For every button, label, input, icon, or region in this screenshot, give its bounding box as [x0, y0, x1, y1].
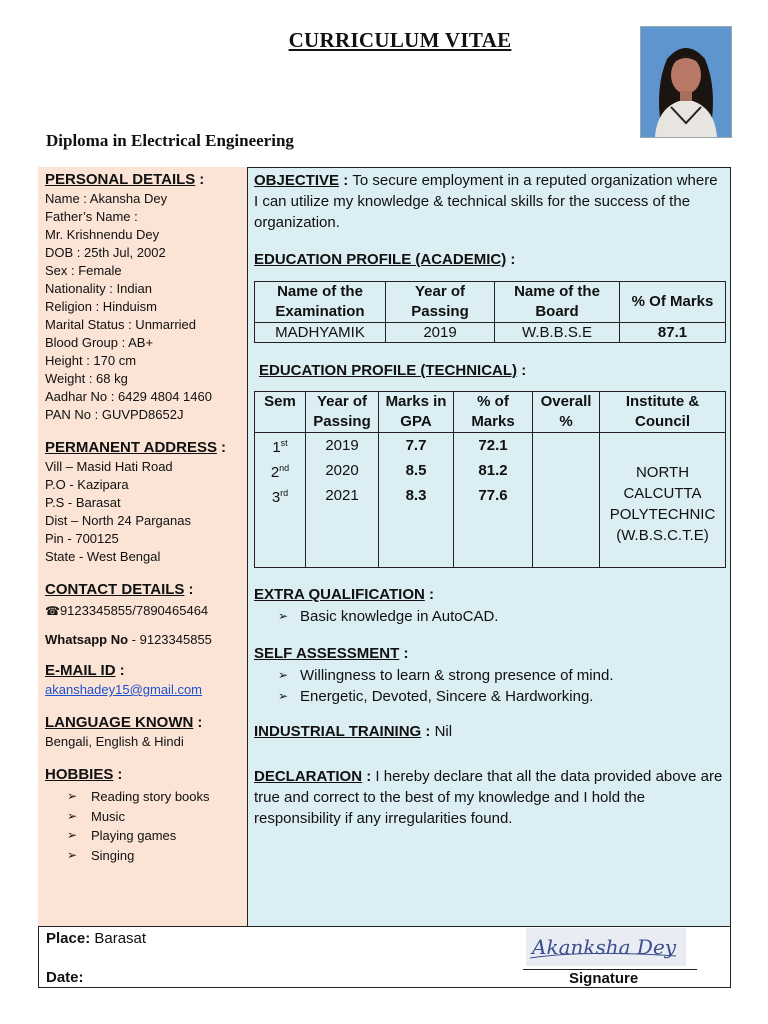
- language-value: Bengali, English & Hindi: [45, 734, 184, 749]
- phone-icon: ☎: [45, 604, 60, 618]
- personal-detail-line: Nationality : Indian: [45, 281, 152, 296]
- self-assessment-heading: SELF ASSESSMENT :: [254, 645, 409, 662]
- document-title: CURRICULUM VITAE: [288, 28, 512, 52]
- column-header: Overall %: [533, 392, 600, 433]
- arrow-bullet-icon: ➢: [278, 689, 289, 703]
- list-item: ➢ Reading story books: [67, 787, 247, 807]
- table-row: [255, 323, 726, 343]
- empty-cell: [306, 508, 379, 568]
- list-item: ➢ Willingness to learn & strong presence of mind.: [278, 667, 614, 684]
- address-line: P.S - Barasat: [45, 495, 121, 510]
- institute-cell: NORTH CALCUTTA POLYTECHNIC (W.B.S.C.T.E): [600, 433, 726, 568]
- contact-details-heading: CONTACT DETAILS:: [45, 581, 194, 598]
- academic-heading: EDUCATION PROFILE (ACADEMIC) :: [254, 251, 516, 268]
- column-header: Name of the Board: [495, 282, 620, 323]
- phone-line: [45, 602, 247, 620]
- gpa-cell: 8.3: [379, 483, 454, 508]
- personal-details-list: [45, 190, 247, 424]
- arrow-bullet-icon: ➢: [67, 789, 78, 803]
- arrow-bullet-icon: ➢: [67, 828, 78, 842]
- table-header-row: [255, 282, 726, 323]
- address-line: State - West Bengal: [45, 549, 161, 564]
- table-cell: 2019: [386, 323, 495, 343]
- address-line: Pin - 700125: [45, 531, 119, 546]
- table-cell: MADHYAMIK: [255, 323, 386, 343]
- overall-cell: [533, 433, 600, 568]
- date-label: Date:: [46, 969, 84, 986]
- address-line: Dist – North 24 Parganas: [45, 513, 191, 528]
- email-heading: E-MAIL ID:: [45, 662, 125, 679]
- column-header: Year of Passing: [386, 282, 495, 323]
- list-item: ➢ Playing games: [67, 826, 247, 846]
- year-cell: 2019: [306, 433, 379, 459]
- column-header: Sem: [255, 392, 306, 433]
- table-row: [255, 433, 726, 459]
- whatsapp-label: Whatsapp No: [45, 632, 129, 647]
- footer-divider: [38, 926, 731, 927]
- declaration-section: DECLARATION : I hereby declare that all the data provided above are true and correct to the best of my knowledge and I hold the responsibility if any irregularities found.: [254, 768, 723, 827]
- arrow-bullet-icon: ➢: [278, 609, 289, 623]
- profile-photo: [640, 26, 732, 138]
- industrial-training-section: INDUSTRIAL TRAINING : Nil: [254, 723, 453, 740]
- industrial-training-heading: INDUSTRIAL TRAINING: [254, 723, 422, 740]
- gpa-cell: 7.7: [379, 433, 454, 459]
- personal-detail-line: Marital Status : Unmarried: [45, 317, 196, 332]
- sem-cell: 3rd: [255, 483, 306, 508]
- year-cell: 2020: [306, 458, 379, 483]
- personal-detail-line: Sex : Female: [45, 263, 122, 278]
- whatsapp-number: - 9123345855: [128, 632, 212, 647]
- signature-text: Akanksha Dey: [532, 935, 677, 959]
- technical-table: [254, 391, 726, 568]
- table-cell: 87.1: [620, 323, 726, 343]
- personal-detail-line: PAN No : GUVPD8652J: [45, 407, 184, 422]
- self-assessment-list: [278, 665, 724, 707]
- list-item: ➢ Singing: [67, 846, 247, 866]
- objective-section: OBJECTIVE : To secure employment in a reputed organization where I can utilize my knowledge & technical skills for the success of the organization.: [254, 172, 718, 231]
- signature-label: Signature: [569, 970, 639, 987]
- percent-cell: 77.6: [454, 483, 533, 508]
- technical-heading: EDUCATION PROFILE (TECHNICAL) :: [259, 362, 527, 379]
- extra-qualification-heading: EXTRA QUALIFICATION :: [254, 586, 434, 603]
- whatsapp-line: [45, 631, 247, 649]
- place-value: Barasat: [94, 930, 147, 947]
- right-column: [248, 168, 730, 926]
- place-line: [46, 930, 146, 947]
- column-header: % Of Marks: [620, 282, 726, 323]
- address-list: [45, 458, 247, 566]
- declaration-text: I hereby declare that all the data provided above are true and correct to the best of my knowledge and I hold the responsibility if any irregularities found.: [254, 768, 723, 827]
- address-line: P.O - Kazipara: [45, 477, 129, 492]
- sem-cell: 2nd: [255, 458, 306, 483]
- arrow-bullet-icon: ➢: [67, 808, 78, 823]
- sem-cell: 1st: [255, 433, 306, 459]
- objective-heading: OBJECTIVE: [254, 172, 340, 189]
- empty-cell: [255, 508, 306, 568]
- document-subtitle: Diploma in Electrical Engineering: [46, 131, 294, 150]
- objective-text: To secure employment in a reputed organization where I can utilize my knowledge & technical skills for the success of the organization.: [254, 172, 718, 231]
- arrow-bullet-icon: ➢: [278, 668, 289, 682]
- table-header-row: [255, 392, 726, 433]
- declaration-heading: DECLARATION: [254, 768, 363, 785]
- phone-numbers: 9123345855/7890465464: [59, 603, 209, 618]
- personal-detail-line: Name : Akansha Dey: [45, 191, 168, 206]
- personal-detail-line: Height : 170 cm: [45, 353, 137, 368]
- column-header: Name of the Examination: [255, 282, 386, 323]
- personal-detail-line: Weight : 68 kg: [45, 371, 128, 386]
- table-cell: W.B.B.S.E: [495, 323, 620, 343]
- email-link[interactable]: akanshadey15@gmail.com: [45, 682, 203, 697]
- gpa-cell: 8.5: [379, 458, 454, 483]
- left-column: [38, 167, 248, 926]
- personal-detail-line: Blood Group : AB+: [45, 335, 154, 350]
- list-item: ➢ Music: [67, 807, 247, 827]
- personal-detail-line: DOB : 25th Jul, 2002: [45, 245, 166, 260]
- academic-table: [254, 281, 726, 343]
- hobbies-list: [67, 787, 247, 865]
- percent-cell: 81.2: [454, 458, 533, 483]
- language-heading: LANGUAGE KNOWN:: [45, 714, 203, 731]
- extra-qualification-list: [278, 606, 724, 627]
- empty-cell: [454, 508, 533, 568]
- personal-detail-line: Aadhar No : 6429 4804 1460: [45, 389, 212, 404]
- personal-detail-line: Mr. Krishnendu Dey: [45, 227, 160, 242]
- signature-image: [526, 928, 686, 966]
- column-header: Institute & Council: [600, 392, 726, 433]
- column-header: Marks in GPA: [379, 392, 454, 433]
- address-line: Vill – Masid Hati Road: [45, 459, 173, 474]
- percent-cell: 72.1: [454, 433, 533, 459]
- personal-detail-line: Father’s Name :: [45, 209, 138, 224]
- permanent-address-heading: PERMANENT ADDRESS:: [45, 439, 226, 456]
- column-header: % of Marks: [454, 392, 533, 433]
- hobbies-heading: HOBBIES:: [45, 766, 123, 783]
- list-item: ➢ Basic knowledge in AutoCAD.: [278, 608, 499, 625]
- column-header: Year of Passing: [306, 392, 379, 433]
- empty-cell: [379, 508, 454, 568]
- personal-detail-line: Religion : Hinduism: [45, 299, 157, 314]
- personal-details-heading: PERSONAL DETAILS:: [45, 171, 205, 188]
- industrial-training-value: Nil: [434, 723, 453, 740]
- arrow-bullet-icon: ➢: [67, 847, 78, 862]
- place-label: Place:: [46, 930, 91, 947]
- year-cell: 2021: [306, 483, 379, 508]
- list-item: ➢ Energetic, Devoted, Sincere & Hardworking.: [278, 688, 594, 705]
